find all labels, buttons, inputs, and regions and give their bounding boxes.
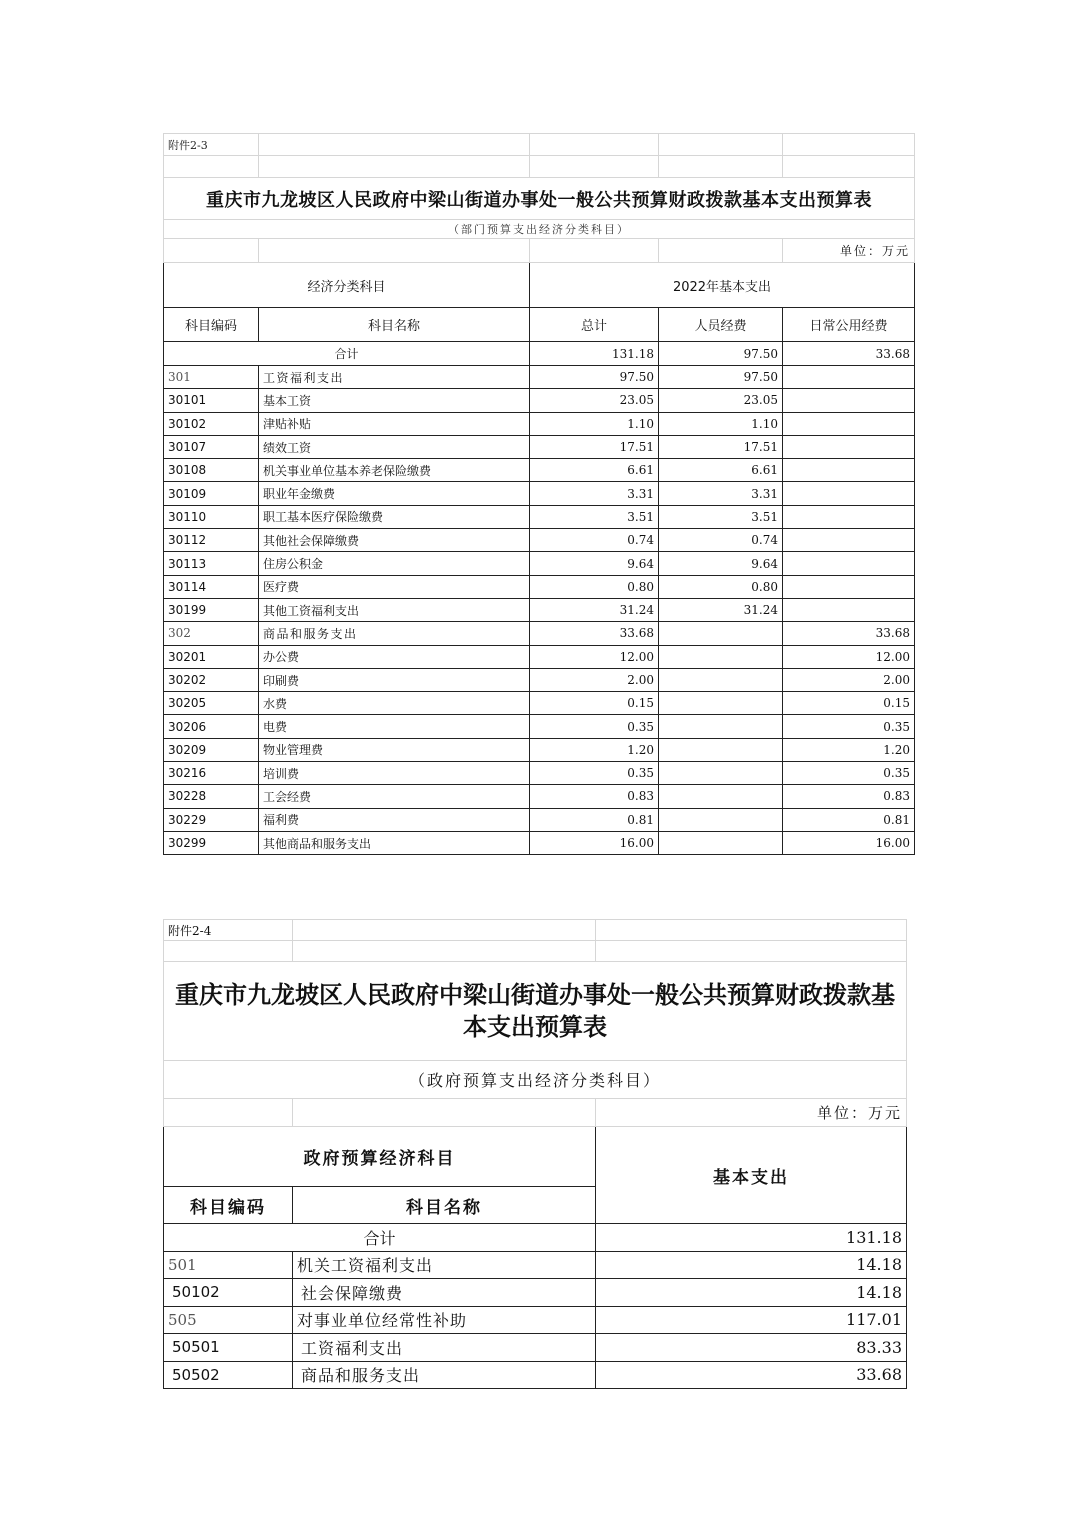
- subject-code: 30206: [164, 715, 259, 738]
- subject-code: 501: [164, 1251, 293, 1279]
- personnel-cell: [659, 622, 783, 645]
- subject-name: 其他商品和服务支出: [259, 831, 530, 854]
- personnel-cell: [659, 808, 783, 831]
- header-subject-code: 科目编码: [164, 1187, 293, 1224]
- subject-name: 医疗费: [259, 575, 530, 598]
- total-cell: 0.80: [530, 575, 659, 598]
- basic-expenditure-cell: 14.18: [596, 1279, 907, 1307]
- total-label: 合计: [164, 342, 530, 366]
- header-gov-economic-category: 政府预算经济科目: [164, 1127, 596, 1187]
- subject-name: 商品和服务支出: [259, 622, 530, 645]
- subject-code: 505: [164, 1306, 293, 1334]
- personnel-cell: [659, 785, 783, 808]
- public-cell: 0.35: [783, 715, 915, 738]
- subject-name: 职业年金缴费: [259, 482, 530, 505]
- dept-budget-table: [163, 133, 915, 855]
- table-row: [164, 808, 915, 831]
- table-row: [164, 435, 915, 458]
- annex-label: 附件2-3: [164, 134, 259, 156]
- total-cell: 3.31: [530, 482, 659, 505]
- subject-code: 30228: [164, 785, 259, 808]
- personnel-cell: 1.10: [659, 412, 783, 435]
- subject-name: 其他社会保障缴费: [259, 529, 530, 552]
- public-cell: [783, 575, 915, 598]
- table-title: 重庆市九龙坡区人民政府中梁山街道办事处一般公共预算财政拨款基本支出预算表: [164, 962, 907, 1061]
- public-cell: [783, 598, 915, 621]
- personnel-cell: 3.51: [659, 505, 783, 528]
- personnel-cell: 23.05: [659, 389, 783, 412]
- table-row: [164, 575, 915, 598]
- subject-code: 30109: [164, 482, 259, 505]
- total-value: 131.18: [596, 1224, 907, 1252]
- personnel-cell: [659, 738, 783, 761]
- subject-code: 30229: [164, 808, 259, 831]
- table-row: [164, 622, 915, 645]
- subject-name: 商品和服务支出: [293, 1361, 596, 1389]
- personnel-cell: 9.64: [659, 552, 783, 575]
- subject-name: 福利费: [259, 808, 530, 831]
- total-cell: 0.81: [530, 808, 659, 831]
- subject-code: 30216: [164, 762, 259, 785]
- table-subtitle: （政府预算支出经济分类科目）: [164, 1061, 907, 1099]
- subject-name: 津贴补贴: [259, 412, 530, 435]
- table-subtitle: （部门预算支出经济分类科目）: [164, 220, 915, 239]
- table-row: [164, 692, 915, 715]
- header-public-expense: 日常公用经费: [783, 308, 915, 342]
- total-cell: 2.00: [530, 668, 659, 691]
- subject-code: 30108: [164, 459, 259, 482]
- subject-name: 基本工资: [259, 389, 530, 412]
- public-cell: 0.81: [783, 808, 915, 831]
- header-personnel-expense: 人员经费: [659, 308, 783, 342]
- public-cell: 33.68: [783, 622, 915, 645]
- total-cell: 12.00: [530, 645, 659, 668]
- total-cell: 97.50: [530, 366, 659, 389]
- subject-name: 工资福利支出: [259, 366, 530, 389]
- personnel-cell: 0.74: [659, 529, 783, 552]
- table-row: [164, 366, 915, 389]
- public-cell: 1.20: [783, 738, 915, 761]
- personnel-cell: [659, 715, 783, 738]
- personnel-cell: 6.61: [659, 459, 783, 482]
- table-title: 重庆市九龙坡区人民政府中梁山街道办事处一般公共预算财政拨款基本支出预算表: [164, 178, 915, 220]
- public-cell: 12.00: [783, 645, 915, 668]
- personnel-cell: [659, 668, 783, 691]
- subject-code: 30299: [164, 831, 259, 854]
- subject-code: 30102: [164, 412, 259, 435]
- table-row: [164, 598, 915, 621]
- public-cell: [783, 505, 915, 528]
- header-economic-category: 经济分类科目: [164, 263, 530, 308]
- table-row: [164, 412, 915, 435]
- subject-code: 30112: [164, 529, 259, 552]
- subject-code: 301: [164, 366, 259, 389]
- total-cell: 31.24: [530, 598, 659, 621]
- header-basic-expenditure-2022: 2022年基本支出: [530, 263, 915, 308]
- table-row: [164, 785, 915, 808]
- table-row: [164, 668, 915, 691]
- table-row: [164, 1306, 907, 1334]
- header-subject-name: 科目名称: [259, 308, 530, 342]
- subject-code: 30107: [164, 435, 259, 458]
- table-row: [164, 482, 915, 505]
- subject-code: 30209: [164, 738, 259, 761]
- public-cell: 0.35: [783, 762, 915, 785]
- total-label: 合计: [164, 1224, 596, 1252]
- subject-name: 培训费: [259, 762, 530, 785]
- public-cell: [783, 412, 915, 435]
- table-row: [164, 762, 915, 785]
- table-row: [164, 715, 915, 738]
- total-cell: 9.64: [530, 552, 659, 575]
- personnel-cell: [659, 692, 783, 715]
- annex-label: 附件2-4: [164, 920, 293, 941]
- subject-code: 50501: [164, 1334, 293, 1362]
- total-cell: 3.51: [530, 505, 659, 528]
- total-cell: 0.83: [530, 785, 659, 808]
- header-basic-expenditure: 基本支出: [596, 1127, 907, 1224]
- subject-code: 30202: [164, 668, 259, 691]
- subject-code: 30114: [164, 575, 259, 598]
- gov-budget-table: [163, 919, 907, 1389]
- total-public: 33.68: [783, 342, 915, 366]
- subject-name: 水费: [259, 692, 530, 715]
- subject-code: 302: [164, 622, 259, 645]
- personnel-cell: 97.50: [659, 366, 783, 389]
- table-row: [164, 505, 915, 528]
- total-cell: 0.74: [530, 529, 659, 552]
- personnel-cell: [659, 645, 783, 668]
- total-personnel: 97.50: [659, 342, 783, 366]
- total-row: [164, 1224, 907, 1252]
- total-cell: 23.05: [530, 389, 659, 412]
- unit-label: 单位：万元: [783, 239, 915, 263]
- public-cell: [783, 482, 915, 505]
- total-cell: 6.61: [530, 459, 659, 482]
- subject-name: 机关事业单位基本养老保险缴费: [259, 459, 530, 482]
- basic-expenditure-cell: 117.01: [596, 1306, 907, 1334]
- public-cell: 16.00: [783, 831, 915, 854]
- table-row: [164, 389, 915, 412]
- subject-code: 50502: [164, 1361, 293, 1389]
- table-row: [164, 1279, 907, 1307]
- subject-code: 50102: [164, 1279, 293, 1307]
- subject-name: 对事业单位经常性补助: [293, 1306, 596, 1334]
- table-row: [164, 552, 915, 575]
- basic-expenditure-cell: 14.18: [596, 1251, 907, 1279]
- table-row: [164, 1334, 907, 1362]
- total-cell: 0.15: [530, 692, 659, 715]
- personnel-cell: [659, 762, 783, 785]
- subject-name: 绩效工资: [259, 435, 530, 458]
- subject-name: 机关工资福利支出: [293, 1251, 596, 1279]
- public-cell: [783, 552, 915, 575]
- subject-code: 30199: [164, 598, 259, 621]
- public-cell: [783, 529, 915, 552]
- public-cell: 0.15: [783, 692, 915, 715]
- public-cell: [783, 389, 915, 412]
- public-cell: 0.83: [783, 785, 915, 808]
- table-row: [164, 1361, 907, 1389]
- subject-name: 职工基本医疗保险缴费: [259, 505, 530, 528]
- subject-name: 工会经费: [259, 785, 530, 808]
- subject-name: 电费: [259, 715, 530, 738]
- subject-name: 印刷费: [259, 668, 530, 691]
- subject-name: 其他工资福利支出: [259, 598, 530, 621]
- subject-code: 30201: [164, 645, 259, 668]
- total-value: 131.18: [530, 342, 659, 366]
- public-cell: [783, 435, 915, 458]
- total-cell: 1.10: [530, 412, 659, 435]
- public-cell: [783, 459, 915, 482]
- personnel-cell: 0.80: [659, 575, 783, 598]
- personnel-cell: [659, 831, 783, 854]
- subject-code: 30110: [164, 505, 259, 528]
- personnel-cell: 17.51: [659, 435, 783, 458]
- header-subject-name: 科目名称: [293, 1187, 596, 1224]
- unit-label: 单位：万元: [596, 1099, 907, 1127]
- subject-name: 物业管理费: [259, 738, 530, 761]
- basic-expenditure-cell: 83.33: [596, 1334, 907, 1362]
- total-cell: 17.51: [530, 435, 659, 458]
- total-cell: 16.00: [530, 831, 659, 854]
- public-cell: 2.00: [783, 668, 915, 691]
- total-cell: 0.35: [530, 715, 659, 738]
- table-row: [164, 831, 915, 854]
- subject-name: 工资福利支出: [293, 1334, 596, 1362]
- table-row: [164, 459, 915, 482]
- personnel-cell: 31.24: [659, 598, 783, 621]
- subject-code: 30101: [164, 389, 259, 412]
- subject-name: 住房公积金: [259, 552, 530, 575]
- subject-name: 社会保障缴费: [293, 1279, 596, 1307]
- total-cell: 1.20: [530, 738, 659, 761]
- header-total: 总计: [530, 308, 659, 342]
- table-row: [164, 529, 915, 552]
- personnel-cell: 3.31: [659, 482, 783, 505]
- subject-code: 30113: [164, 552, 259, 575]
- total-row: [164, 342, 915, 366]
- subject-name: 办公费: [259, 645, 530, 668]
- public-cell: [783, 366, 915, 389]
- header-subject-code: 科目编码: [164, 308, 259, 342]
- basic-expenditure-cell: 33.68: [596, 1361, 907, 1389]
- table-row: [164, 1251, 907, 1279]
- table-row: [164, 645, 915, 668]
- subject-code: 30205: [164, 692, 259, 715]
- total-cell: 0.35: [530, 762, 659, 785]
- total-cell: 33.68: [530, 622, 659, 645]
- table-row: [164, 738, 915, 761]
